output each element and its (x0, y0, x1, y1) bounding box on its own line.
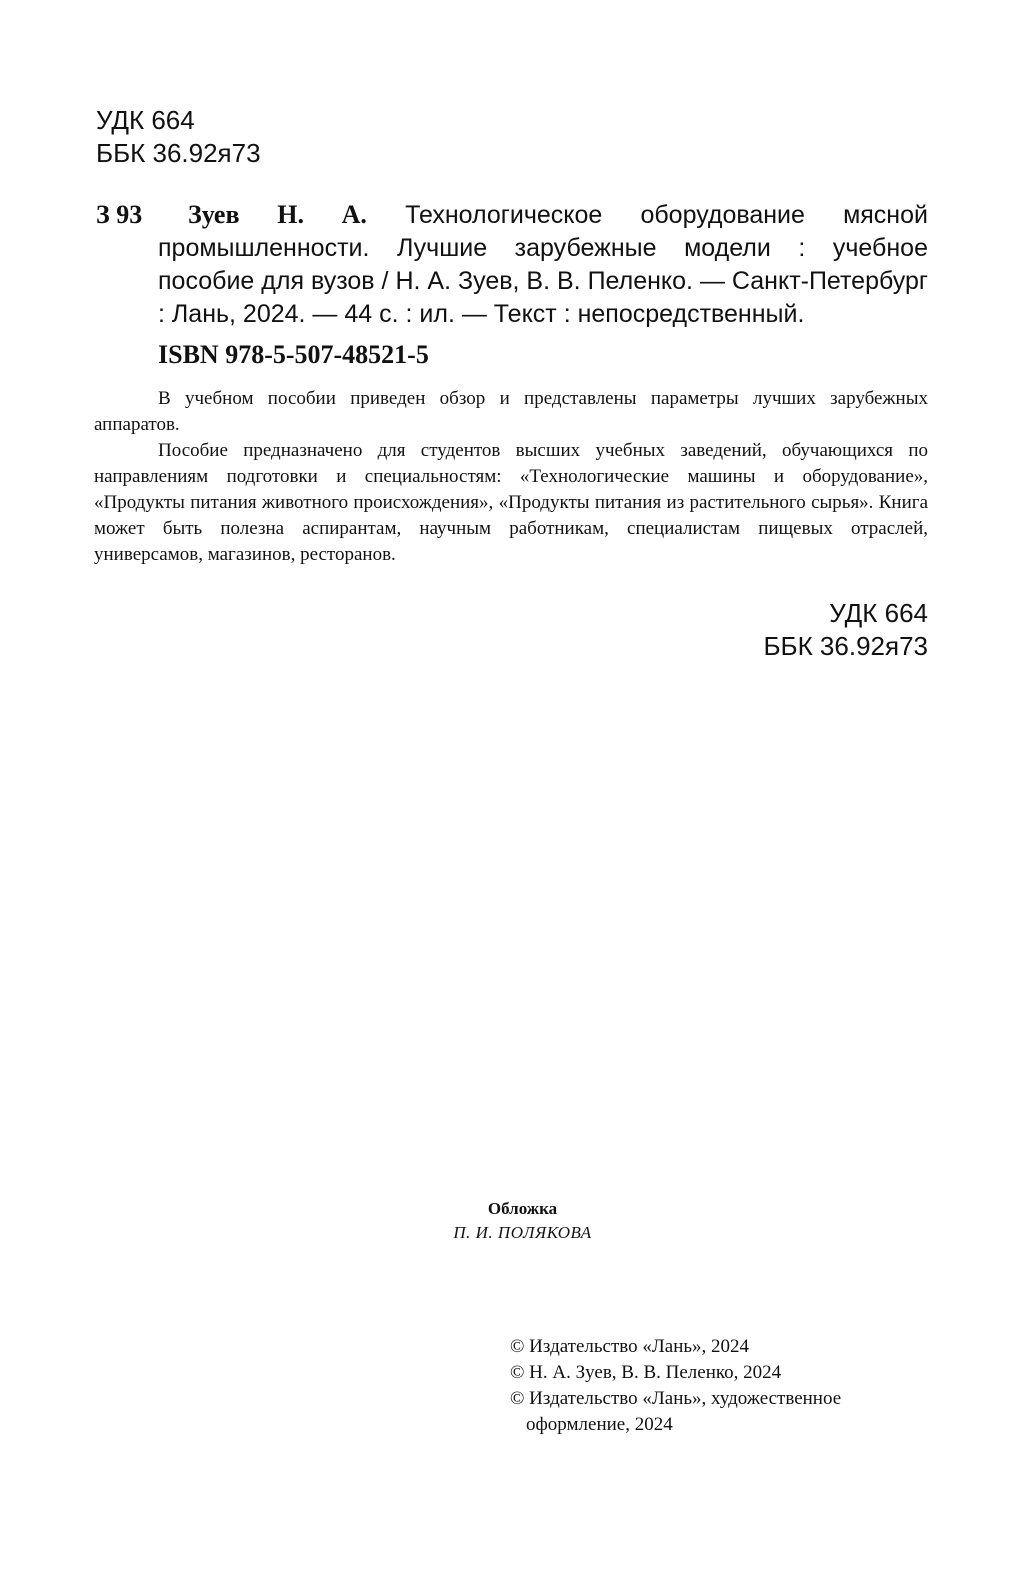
author-name: Зуев Н. А. (188, 200, 367, 229)
copyright-line-design-cont: оформление, 2024 (526, 1414, 673, 1435)
classification-codes-top (96, 104, 261, 170)
annotation-paragraph-1: В учебном пособии приведен обзор и представлены параметры лучших зарубежных аппаратов. (94, 388, 928, 435)
citation-text: Технологическое оборудование мясной промышленности. Лучшие зарубежные модели : учебное пособие для вузов / Н. А. Зуев, В. В. Пеленко. — Санкт-Петербург : Лань, 2024. — 44 с. : ил. — Текст : непосредственный. (158, 201, 928, 328)
annotation (94, 386, 928, 568)
udk-code: УДК 664 (96, 105, 195, 135)
cover-label: Обложка (487, 1199, 558, 1218)
copyright-block (510, 1334, 930, 1438)
author-mark: З 93 (96, 200, 143, 229)
copyright-line-design: © Издательство «Лань», художественное (510, 1388, 842, 1409)
bbk-code: ББК 36.92я73 (763, 631, 928, 661)
isbn: ISBN 978-5-507-48521-5 (158, 340, 429, 369)
cover-credit (0, 1197, 1025, 1245)
udk-code: УДК 664 (829, 598, 928, 628)
cover-designer: П. И. ПОЛЯКОВА (453, 1223, 592, 1242)
citation (158, 198, 928, 331)
copyright-line-authors: © Н. А. Зуев, В. В. Пеленко, 2024 (510, 1362, 782, 1383)
annotation-paragraph-2: Пособие предназначено для студентов высших учебных заведений, обучающихся по направлениям подготовки и специальностям: «Технологические машины и оборудование», «Продукты питания животного происхождения», «Продукты питания из растительного сырья». Книга может быть полезна аспирантам, научным работникам, специалистам пищевых отраслей, универсамов, магазинов, ресторанов. (94, 440, 928, 565)
classification-codes-bottom (763, 597, 928, 663)
bbk-code: ББК 36.92я73 (96, 138, 261, 168)
copyright-line-publisher: © Издательство «Лань», 2024 (510, 1336, 750, 1357)
